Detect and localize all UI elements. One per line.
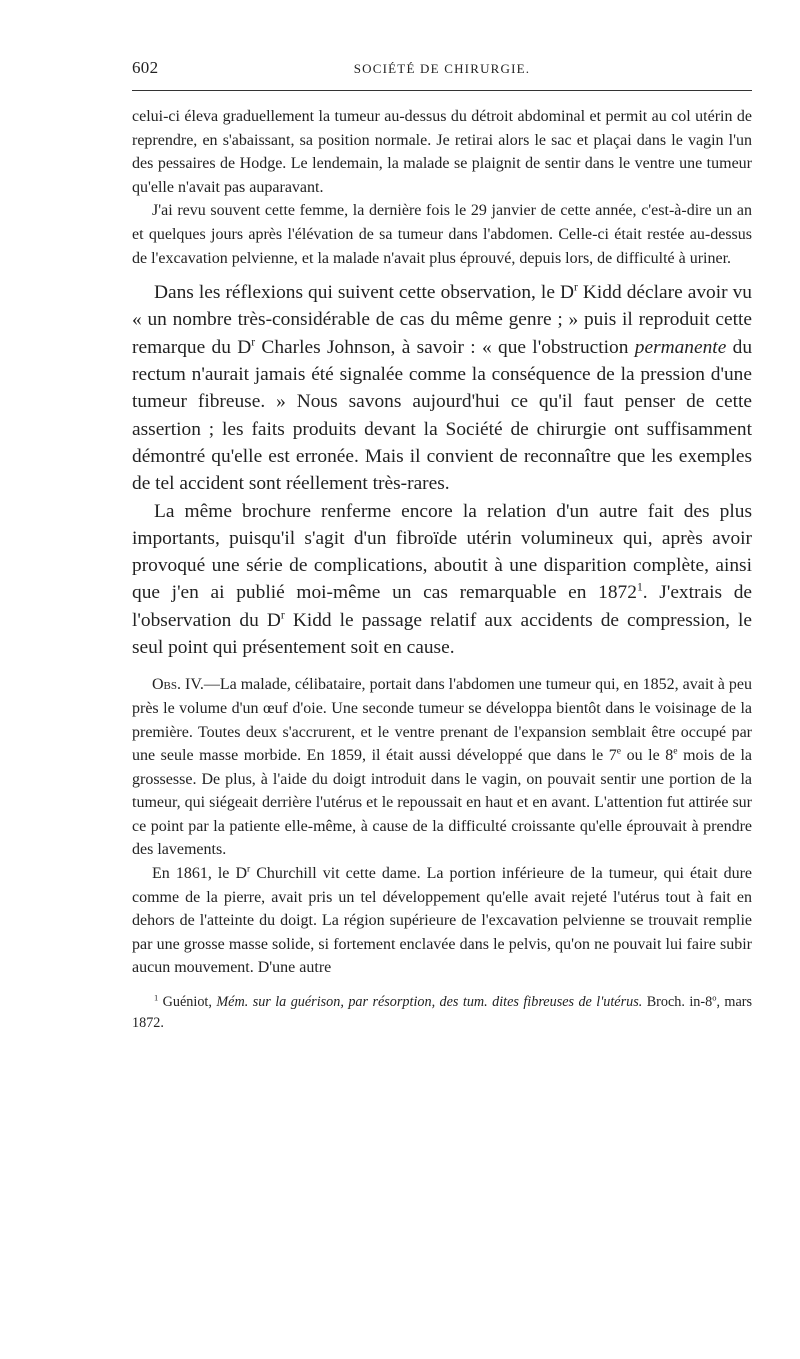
- book-page: [132, 58, 752, 1034]
- footnote: $^1$ Guéniot, Mém. sur la guérison, par résorption, des tum. dites fibreuses de l'utérus. Broch. in-8$^o$, mars 1872.: [132, 992, 752, 1032]
- paragraph-continuation: celui-ci éleva graduellement la tumeur au-dessus du détroit abdominal et permit au col utérin de reprendre, en s'abaissant, sa position normale. Je retirai alors le sac et plaçai dans le vagin l'un des pessaires de Hodge. Le lendemain, la malade se plaignit de sentir dans le ventre une tumeur qu'elle n'avait pas auparavant.: [132, 108, 752, 196]
- page-header: [132, 58, 752, 84]
- paragraph-reflections: Dans les réflexions qui suivent cette observation, le $D^r$ Kidd déclare avoir vu « un nombre très-considérable de cas du même genre ; » puis il reproduit cette remarque du $D^r$ Charles Johnson, à savoir : « que l'obstruction permanente du rectum n'aurait jamais été signalée comme la conséquence de la pression d'une tumeur fibreuse. » Nous savons aujourd'hui ce qu'il faut penser de cette assertion ; les faits produits devant la Société de chirurgie ont suffisamment démontré qu'elle est erronée. Mais il convient de reconnaître que les exemples de tel accident sont réellement très-rares.: [132, 280, 753, 495]
- emphasis-permanente: permanente: [634, 336, 727, 358]
- page-number: 602: [132, 58, 159, 77]
- header-rule: [132, 90, 752, 91]
- paragraph-revisit: J'ai revu souvent cette femme, la dernière fois le 29 janvier de cette année, c'est-à-dire un an et quelques jours après l'élévation de sa tumeur dans l'abdomen. Celle-ci était restée au-dessus de l'excavation pelvienne, et la malade n'avait plus éprouvé, depuis lors, de difficulté à uriner.: [132, 202, 752, 267]
- running-title: SOCIÉTÉ DE CHIRURGIE.: [353, 61, 531, 76]
- observation-iv: Obs. IV.—La malade, célibataire, portait dans l'abdomen une tumeur qui, en 1852, avait à peu près le volume d'un œuf d'oie. Une seconde tumeur se développa bientôt dans le voisinage de la première. Toutes deux s'accrurent, et le ventre prenant de l'expansion semblait être occupé par une seule masse morbide. En 1859, il était aussi développé que dans le 7e ou le 8e mois de la grossesse. De plus, à l'aide du doigt introduit dans le vagin, on pouvait sentir une portion de la tumeur, qui siégeait derrière l'utérus et le repoussait en haut et en avant. L'attention fut attirée sur ce point par la patiente elle-même, à cause de la difficulté croissante qu'elle éprouvait à prendre des lavements.: [132, 676, 753, 859]
- obs-label: Obs.: [152, 676, 182, 694]
- footnote-ref: 1: [636, 580, 643, 594]
- paragraph-brochure: La même brochure renferme encore la relation d'un autre fait des plus importants, puisqu'il s'agit d'un fibroïde utérin volumineux qui, après avoir provoqué une série de complications, aboutit à une disparition complète, ainsi que j'en ai publié moi-même un cas remarquable en 1872$^1$. J'extrais de l'observation du $D^r$ Kidd le passage relatif aux accidents de compression, le seul point qui présentement soit en cause.: [132, 500, 752, 659]
- paragraph-churchill: En 1861, le $D^r$ Churchill vit cette dame. La portion inférieure de la tumeur, qui était dure comme de la pierre, avait pris un tel développement qu'elle avait rejeté l'utérus tout à fait en dehors de l'atteinte du doigt. La région supérieure de l'excavation pelvienne se trouvait remplie par une grosse masse solide, si fortement enclavée dans le pelvis, qu'on ne pouvait lui faire subir aucun mouvement. D'une autre: [132, 863, 753, 977]
- footnote-marker: 1: [154, 992, 159, 1003]
- footnote-title: Mém. sur la guérison, par résorption, des tum. dites fibreuses de l'utérus.: [216, 994, 643, 1011]
